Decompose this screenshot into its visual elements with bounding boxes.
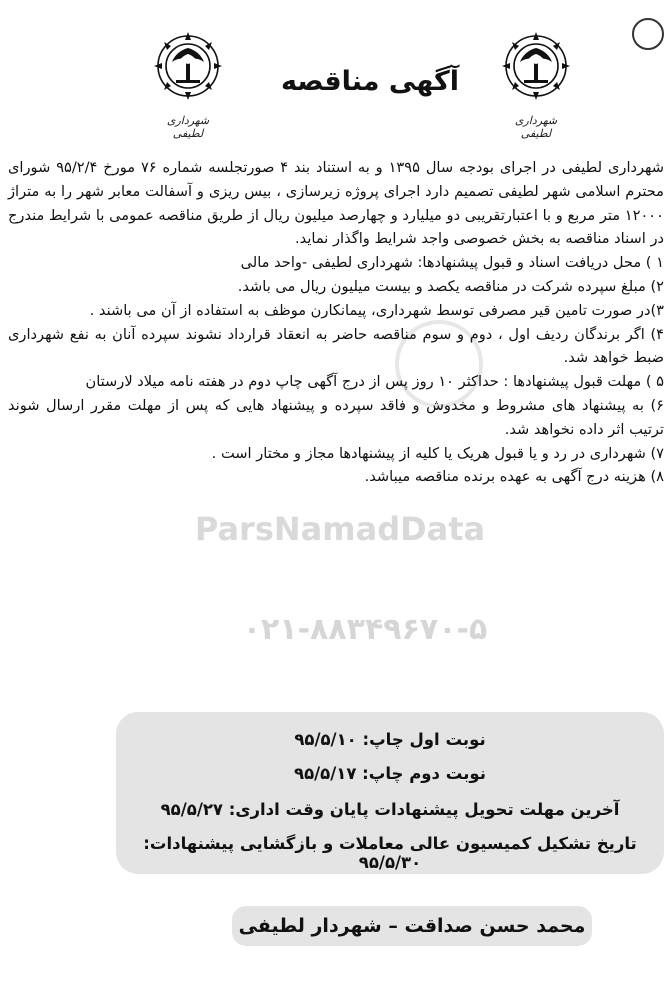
emblem-icon: [500, 28, 572, 112]
notice-title: آگهی مناقصه: [280, 66, 460, 97]
schedule-box: [116, 712, 664, 874]
submission-deadline: آخرین مهلت تحویل پیشنهادات پایان وقت اداری: ۹۵/۵/۲۷: [160, 800, 620, 819]
municipality-logo-right: [500, 28, 572, 138]
mayor-signature: محمد حسن صداقت – شهردار لطیفی: [232, 906, 592, 946]
logo-caption: شهرداری لطیفی: [166, 114, 210, 140]
condition-item-3: ۳)در صورت تامین قیر مصرفی توسط شهرداری، پیمانکارن موظف به استفاده از آن می باشند .: [89, 301, 664, 319]
logo-caption: شهرداری لطیفی: [514, 114, 558, 140]
condition-item-1: ۱ ) محل دریافت اسناد و قبول پیشنهادها: شهرداری لطیفی -واحد مالی: [240, 254, 664, 272]
condition-item-5: ۵ ) مهلت قبول پیشنهادها : حداکثر ۱۰ روز پس از درج آگهی چاپ دوم در هفته نامه میلاد لارستان: [85, 373, 664, 391]
emblem-icon: [152, 28, 224, 112]
condition-item-7: ۷) شهرداری در رد و یا قبول هریک یا کلیه از پیشنهادها مجاز و مختار است .: [211, 444, 664, 462]
commission-date: تاریخ تشکیل کمیسیون عالی معاملات و بازگشایی پیشنهادات: ۹۵/۵/۳۰: [143, 834, 637, 872]
watermark-brand: ParsNamadData: [194, 510, 486, 548]
first-print-date: نوبت اول چاپ: ۹۵/۵/۱۰: [294, 730, 486, 749]
watermark-phone: ۰۲۱-۸۸۳۴۹۶۷۰-۵: [242, 612, 488, 647]
municipality-logo-left: [152, 28, 224, 138]
notice-body: [8, 156, 664, 489]
corner-stamp-mark: [632, 18, 664, 50]
condition-item-6: ۶) به پیشنهاد های مشروط و مخدوش و فاقد سپرده و پیشنهاد هایی که پس از مهلت مقرر ارسال شوند ترتیب اثر داده نخواهد شد.: [8, 396, 664, 438]
condition-item-8: ۸) هزینه درج آگهی به عهده برنده مناقصه میباشد.: [364, 468, 664, 486]
second-print-date: نوبت دوم چاپ: ۹۵/۵/۱۷: [294, 764, 486, 783]
condition-item-2: ۲) مبلغ سپرده شرکت در مناقصه یکصد و بیست میلیون ریال می باشد.: [237, 277, 664, 295]
intro-paragraph: شهرداری لطیفی در اجرای بودجه سال ۱۳۹۵ و به استناد بند ۴ صورتجلسه شماره ۷۶ مورخ ۹۵/۲/۴ شورای محترم اسلامی شهر لطیفی تصمیم دارد اجرای پروژه زیرسازی ، بیس ریزی و آسفالت معابر شهر را به متراژ ۱۲۰۰۰ متر مربع و با اعتبارتقریبی دو میلیارد و چهارصد میلیون ریال از طریق مناقصه عمومی با شرایط مندرج در اسناد مناقصه به بخش خصوصی واجد شرایط واگذار نماید.: [8, 159, 665, 248]
condition-item-4: ۴) اگر برندگان ردیف اول ، دوم و سوم مناقصه حاضر به انعقاد قرارداد نشوند سپرده آنان به نفع شهرداری ضبط خواهد شد.: [8, 325, 664, 367]
